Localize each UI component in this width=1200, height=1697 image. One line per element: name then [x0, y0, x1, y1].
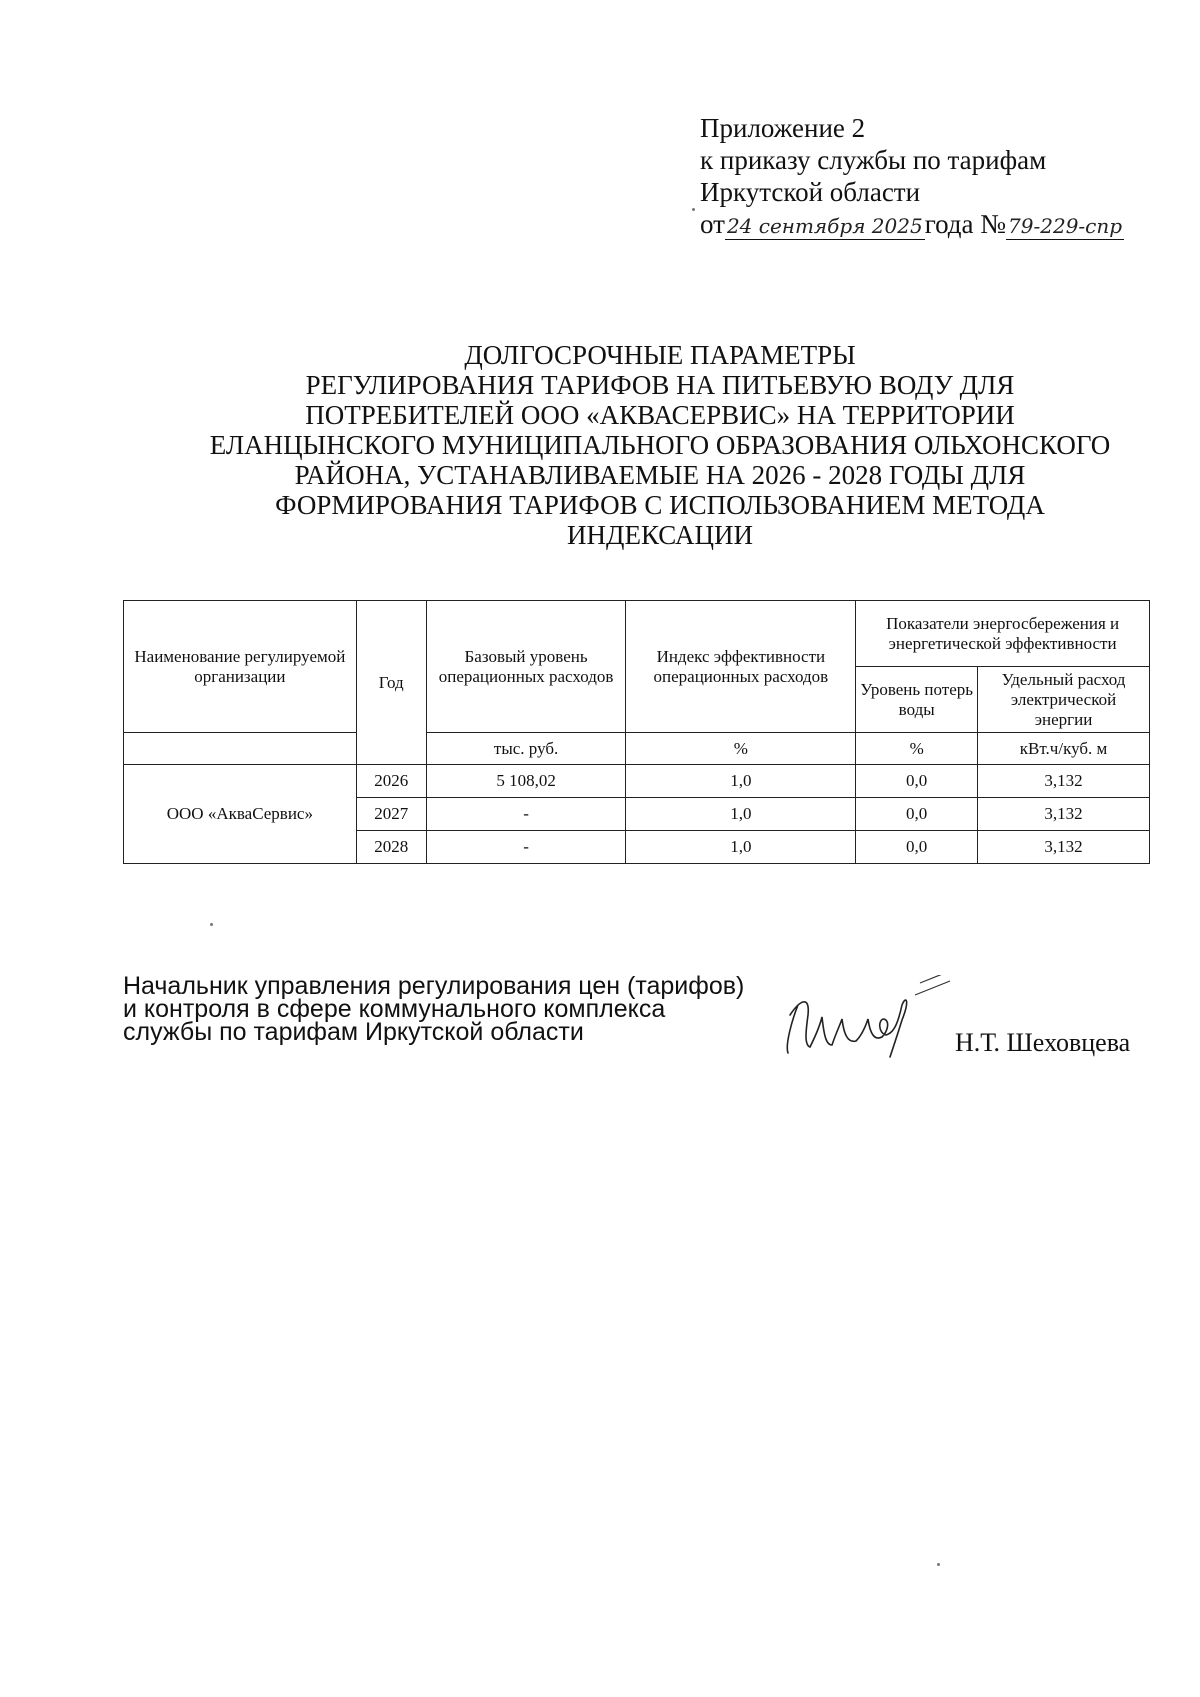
- cell-water-loss: 0,0: [856, 798, 978, 831]
- scan-speck: [937, 1563, 940, 1566]
- cell-specific-consumption: 3,132: [978, 831, 1150, 864]
- appendix-line-3: Иркутской области: [700, 177, 921, 207]
- cell-year: 2026: [356, 765, 426, 798]
- scan-speck: [210, 923, 213, 926]
- unit-specific-consumption: кВт.ч/куб. м: [978, 733, 1150, 765]
- cell-efficiency-index: 1,0: [626, 765, 856, 798]
- header-blank-cell: [124, 733, 357, 765]
- title-line: ДОЛГОСРОЧНЫЕ ПАРАМЕТРЫ: [464, 340, 856, 370]
- cell-year: 2028: [356, 831, 426, 864]
- signer-name: Н.Т. Шеховцева: [955, 1028, 1131, 1057]
- cell-specific-consumption: 3,132: [978, 765, 1150, 798]
- handwritten-signature: [770, 975, 970, 1065]
- cell-base-level: 5 108,02: [426, 765, 626, 798]
- appendix-line-1: Приложение 2: [700, 113, 866, 143]
- header-organization: Наименование регулируемой организации: [124, 601, 357, 733]
- unit-base-level: тыс. руб.: [426, 733, 626, 765]
- table-row: [124, 765, 1150, 798]
- header-base-level: Базовый уровень операционных расходов: [426, 601, 626, 733]
- handwritten-order-number: 79-229-спр: [1008, 214, 1123, 238]
- signature-position-line-2: и контроля в сфере коммунального комплекса: [123, 995, 666, 1023]
- cell-water-loss: 0,0: [856, 765, 978, 798]
- title-line: РАЙОНА, УСТАНАВЛИВАЕМЫЕ НА 2026 - 2028 ГОДЫ ДЛЯ: [294, 460, 1026, 490]
- scan-speck: [692, 208, 695, 211]
- unit-efficiency-index: %: [626, 733, 856, 765]
- title-line: ИНДЕКСАЦИИ: [567, 520, 753, 550]
- from-prefix: от: [700, 209, 725, 239]
- title-line: РЕГУЛИРОВАНИЯ ТАРИФОВ НА ПИТЬЕВУЮ ВОДУ ДЛЯ: [305, 370, 1015, 400]
- cell-efficiency-index: 1,0: [626, 798, 856, 831]
- cell-base-level: -: [426, 798, 626, 831]
- header-energy-group: Показатели энергосбережения и энергетической эффективности: [856, 601, 1150, 667]
- cell-efficiency-index: 1,0: [626, 831, 856, 864]
- title-line: ПОТРЕБИТЕЛЕЙ ООО «АКВАСЕРВИС» НА ТЕРРИТОРИИ: [305, 400, 1015, 430]
- organization-name: ООО «АкваСервис»: [124, 765, 357, 864]
- cell-year: 2027: [356, 798, 426, 831]
- title-line: ФОРМИРОВАНИЯ ТАРИФОВ С ИСПОЛЬЗОВАНИЕМ МЕТОДА: [275, 490, 1045, 520]
- parameters-table: [123, 600, 1150, 864]
- cell-specific-consumption: 3,132: [978, 798, 1150, 831]
- appendix-date-line: [700, 208, 1124, 240]
- handwritten-date: 24 сентября 2025: [726, 214, 923, 238]
- header-water-loss: Уровень потерь воды: [856, 667, 978, 733]
- title-line: ЕЛАНЦЫНСКОГО МУНИЦИПАЛЬНОГО ОБРАЗОВАНИЯ ОЛЬХОНСКОГО: [209, 430, 1111, 460]
- cell-base-level: -: [426, 831, 626, 864]
- signature-position-line-3: службы по тарифам Иркутской области: [123, 1018, 584, 1046]
- document-title: [160, 340, 1160, 550]
- appendix-line-2: к приказу службы по тарифам: [700, 145, 1047, 175]
- unit-water-loss: %: [856, 733, 978, 765]
- header-year: Год: [356, 601, 426, 765]
- header-efficiency-index: Индекс эффективности операционных расходов: [626, 601, 856, 733]
- header-specific-consumption: Удельный расход электрической энергии: [978, 667, 1150, 733]
- year-word: года №: [924, 209, 1007, 239]
- cell-water-loss: 0,0: [856, 831, 978, 864]
- signature-position-line-1: Начальник управления регулирования цен (тарифов): [123, 972, 745, 1000]
- appendix-header: [700, 112, 1124, 240]
- signature-position: [123, 972, 745, 1046]
